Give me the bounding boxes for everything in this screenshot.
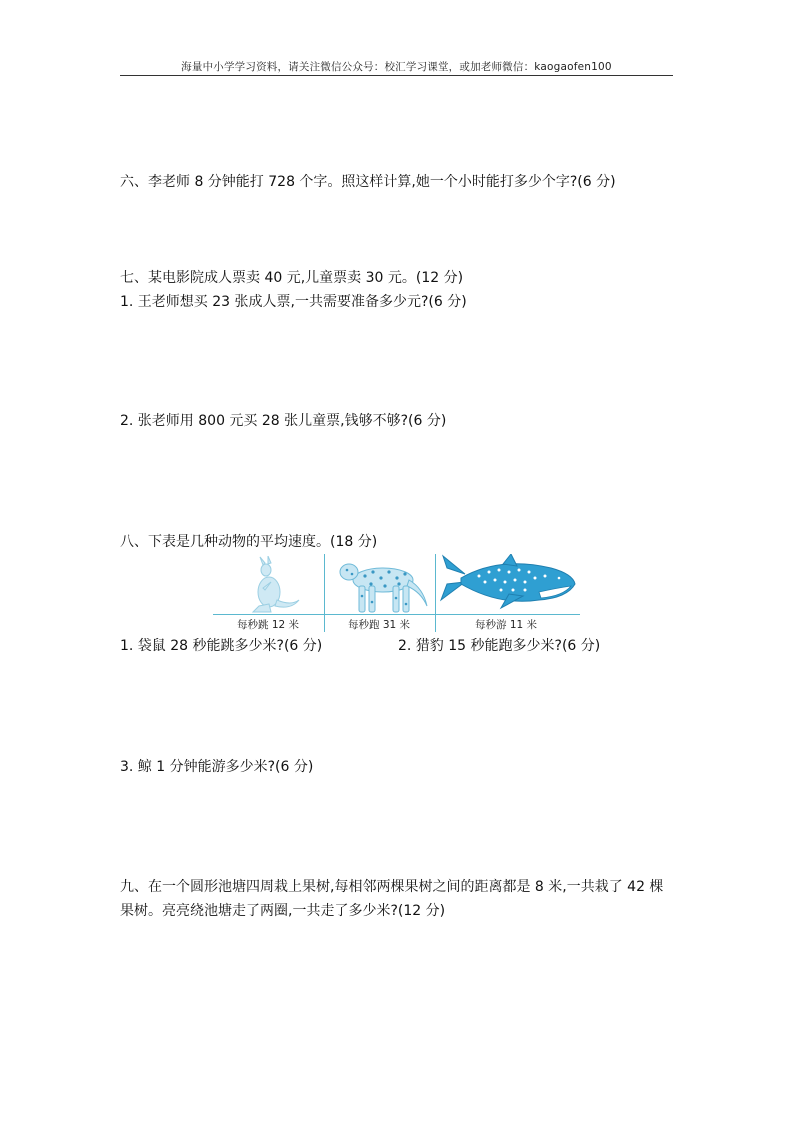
kangaroo-icon bbox=[241, 556, 301, 614]
table-divider bbox=[435, 554, 436, 632]
question-8-sub1: 1. 袋鼠 28 秒能跳多少米?(6 分) bbox=[120, 638, 323, 654]
question-6: 六、李老师 8 分钟能打 728 个字。照这样计算,她一个小时能打多少个字?(6 分) bbox=[120, 174, 616, 190]
leopard-speed-caption: 每秒跑 31 米 bbox=[348, 619, 411, 631]
kangaroo-speed-caption: 每秒跳 12 米 bbox=[237, 619, 300, 631]
question-8-title: 八、下表是几种动物的平均速度。(18 分) bbox=[120, 534, 378, 550]
question-7-sub2: 2. 张老师用 800 元买 28 张儿童票,钱够不够?(6 分) bbox=[120, 413, 447, 429]
question-8-sub3: 3. 鲸 1 分钟能游多少米?(6 分) bbox=[120, 759, 314, 775]
animal-speed-table bbox=[213, 554, 580, 634]
table-divider bbox=[324, 554, 325, 632]
header-rule bbox=[120, 75, 673, 76]
leopard-icon bbox=[335, 558, 430, 614]
question-9: 九、在一个圆形池塘四周栽上果树,每相邻两棵果树之间的距离都是 8 米,一共栽了 42 棵果树。亮亮绕池塘走了两圈,一共走了多少米?(12 分) bbox=[120, 879, 664, 919]
whale-speed-caption: 每秒游 11 米 bbox=[475, 619, 538, 631]
question-7-sub1: 1. 王老师想买 23 张成人票,一共需要准备多少元?(6 分) bbox=[120, 294, 467, 310]
table-baseline bbox=[213, 614, 580, 615]
question-8-sub2: 2. 猎豹 15 秒能跑多少米?(6 分) bbox=[398, 638, 601, 654]
question-7-title: 七、某电影院成人票卖 40 元,儿童票卖 30 元。(12 分) bbox=[120, 270, 464, 286]
whale-icon bbox=[439, 554, 579, 612]
page-header: 海量中小学学习资料，请关注微信公众号：校汇学习课堂，或加老师微信：kaogaofen100 bbox=[181, 61, 612, 73]
